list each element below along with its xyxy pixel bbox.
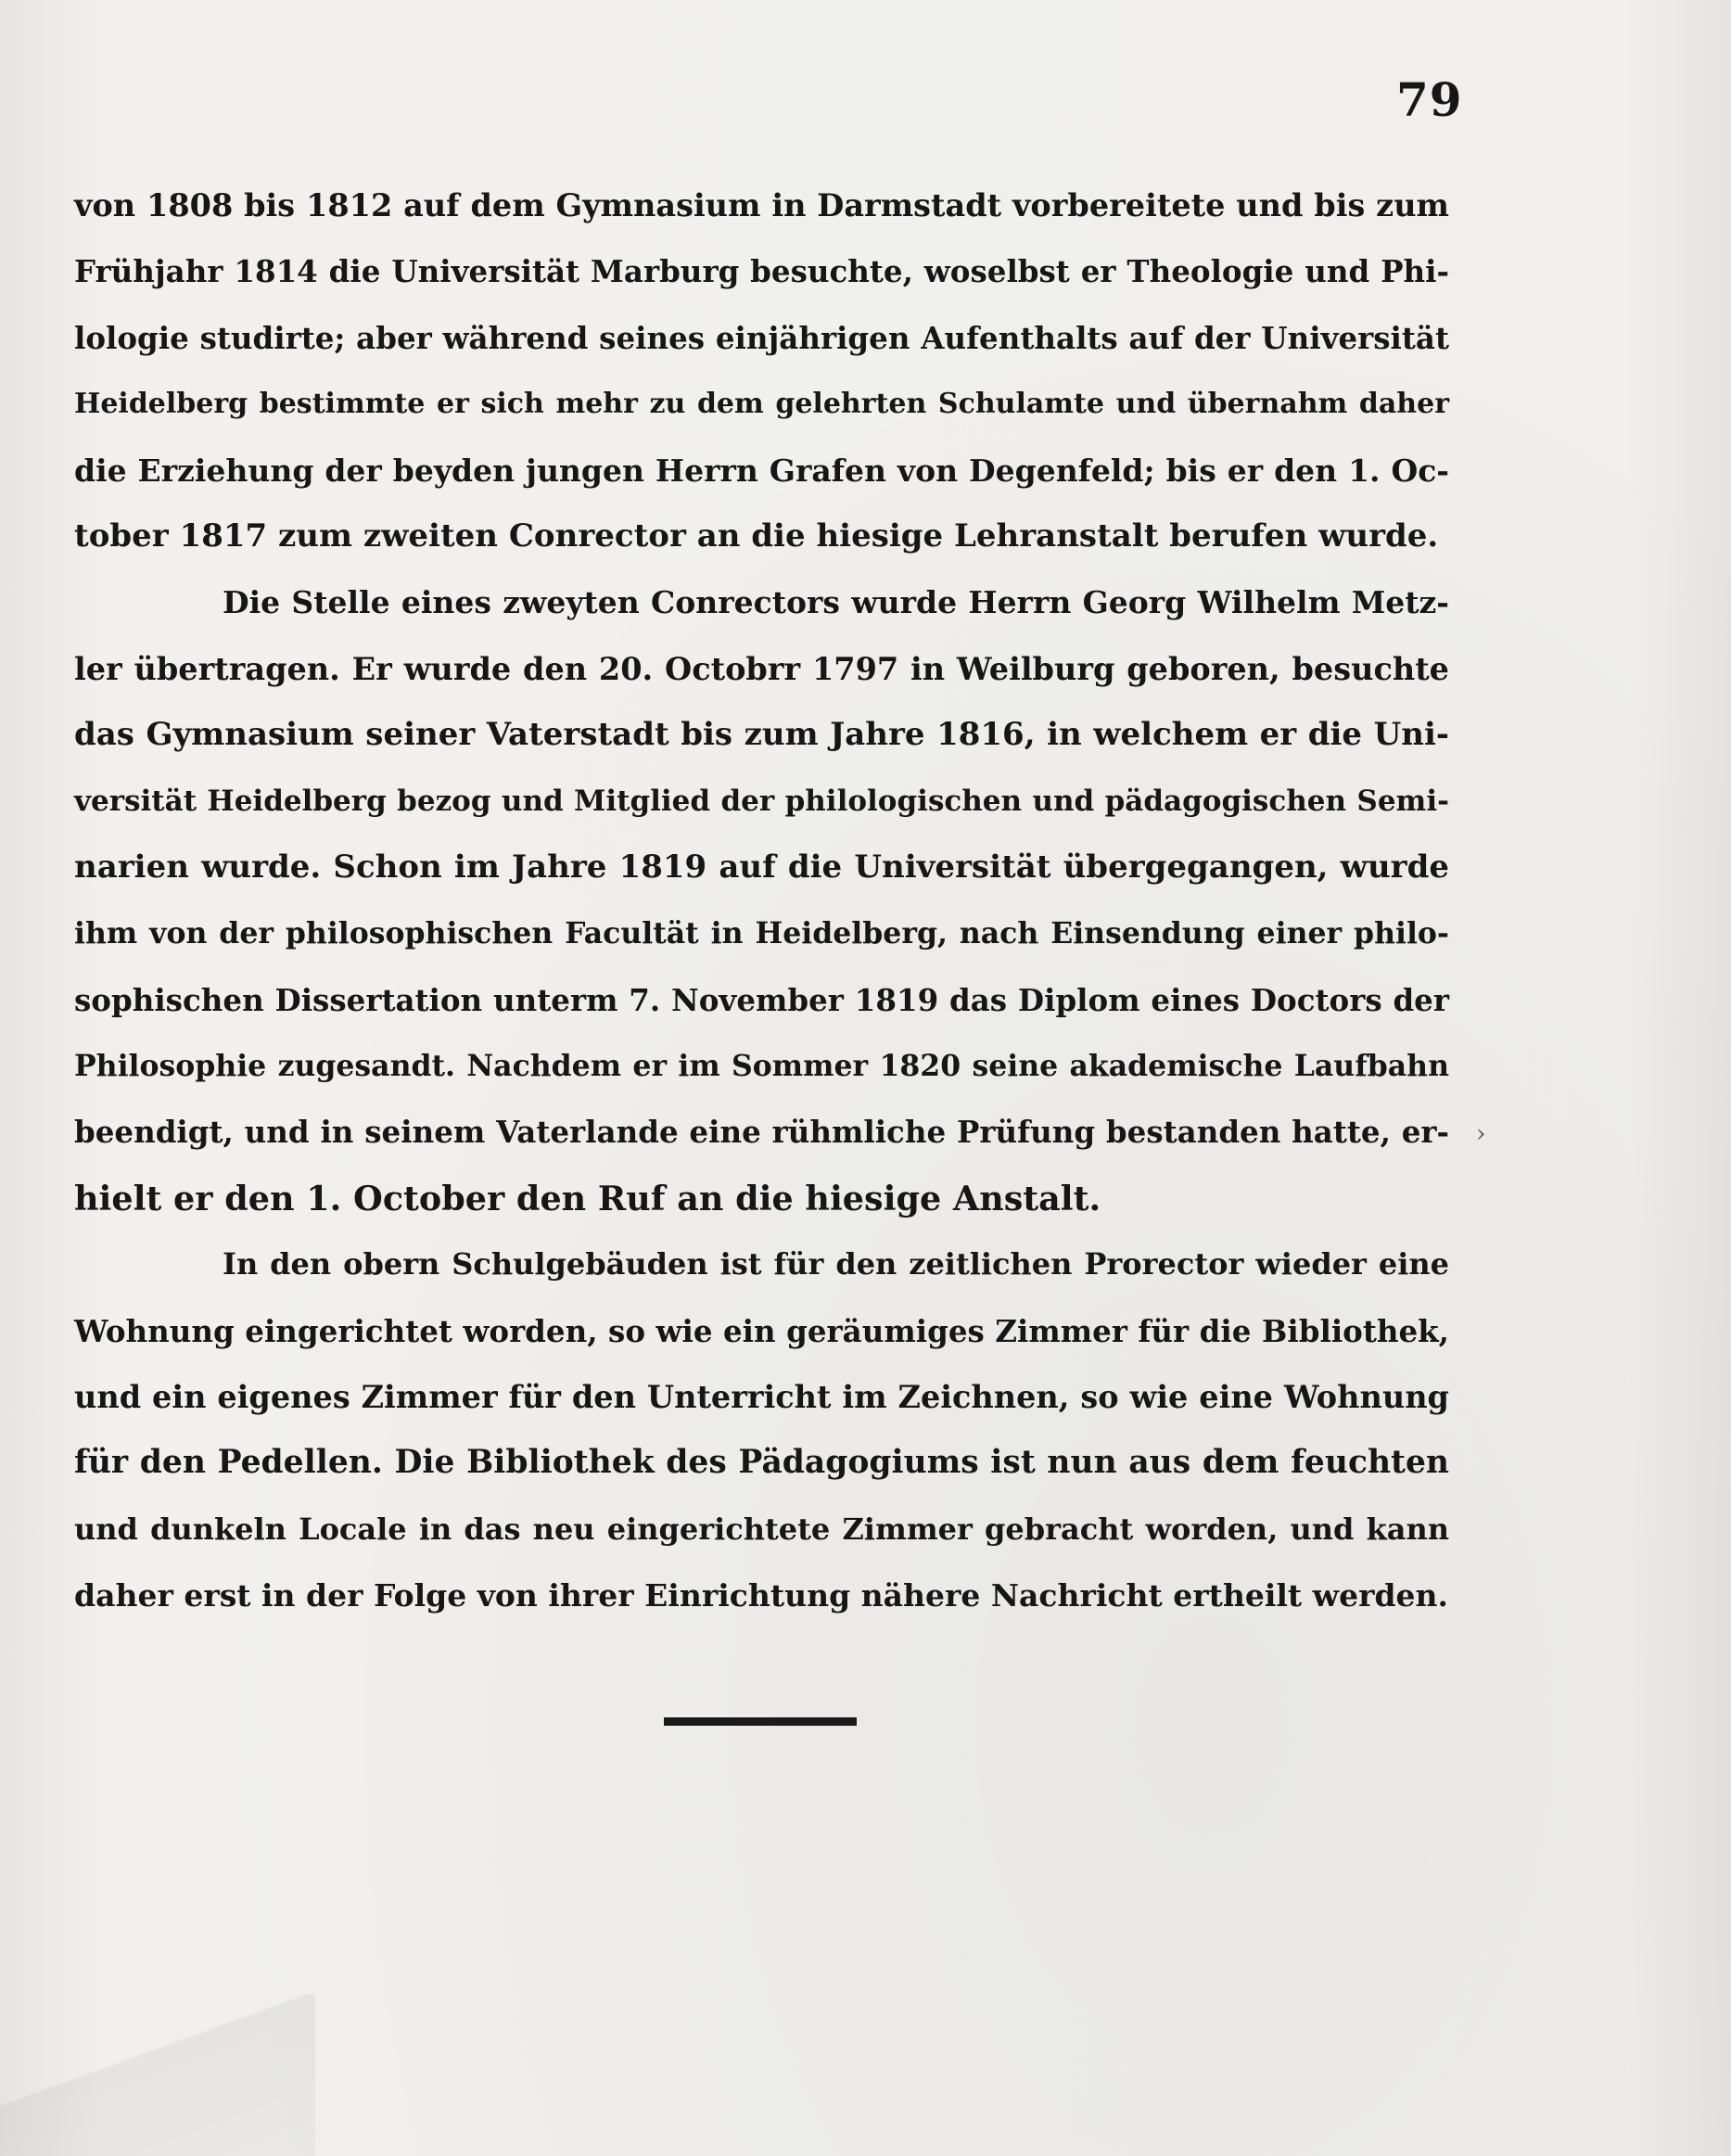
text-line: In den obern Schulgebäuden ist für den zeitlichen Prorector wieder eine [223,1246,1449,1282]
margin-mark: › [1476,1120,1486,1148]
text-line: Philosophie zugesandt. Nachdem er im Sommer 1820 seine akademische Laufbahn [74,1049,1449,1084]
text-line: daher erst in der Folge von ihrer Einrichtung nähere Nachricht ertheilt werden. [74,1577,1449,1614]
text-line: lologie studirte; aber während seines einjährigen Aufenthalts auf der Universität [74,319,1449,356]
text-line: ihm von der philosophischen Facultät in Heidelberg, nach Einsendung einer philo- [74,916,1449,951]
text-line: Frühjahr 1814 die Universität Marburg besuchte, woselbst er Theologie und Phi- [74,253,1449,290]
text-line: für den Pedellen. Die Bibliothek des Pädagogiums ist nun aus dem feuchten [74,1444,1449,1482]
text-line: hielt er den 1. October den Ruf an die hiesige Anstalt. [74,1178,1101,1218]
text-line: die Erziehung der beyden jungen Herrn Grafen von Degenfeld; bis er den 1. Oc- [74,452,1449,489]
body-text [74,172,1449,1629]
text-line: das Gymnasium seiner Vaterstadt bis zum Jahre 1816, in welchem er die Uni- [74,716,1449,754]
text-line: und dunkeln Locale in das neu eingerichtete Zimmer gebracht worden, und kann [74,1511,1449,1547]
text-line: von 1808 bis 1812 auf dem Gymnasium in Darmstadt vorbereitete und bis zum [74,187,1449,223]
text-line: Wohnung eingerichtet worden, so wie ein geräumiges Zimmer für die Bibliothek, [74,1312,1449,1349]
text-line: Die Stelle eines zweyten Conrectors wurde Herrn Georg Wilhelm Metz- [223,584,1449,621]
text-line: Heidelberg bestimmte er sich mehr zu dem gelehrten Schulamte und übernahm daher [74,388,1449,421]
paragraph-2 [74,569,1449,1231]
paragraph-3 [74,1231,1449,1628]
paragraph-1 [74,172,1449,569]
text-line: versität Heidelberg bezog und Mitglied der philologischen und pädagogischen Semi- [74,784,1449,818]
text-line: narien wurde. Schon im Jahre 1819 auf die Universität übergegangen, wurde [74,848,1449,886]
text-line: und ein eigenes Zimmer für den Unterricht im Zeichnen, so wie eine Wohnung [74,1379,1449,1416]
closing-rule [664,1717,857,1726]
text-line: beendigt, und in seinem Vaterlande eine rühmliche Prüfung bestanden hatte, er- [74,1114,1449,1151]
paper-crease [0,1994,315,2156]
text-line: sophischen Dissertation unterm 7. November 1819 das Diplom eines Doctors der [74,981,1449,1018]
page-number: 79 [1396,72,1463,127]
text-line: tober 1817 zum zweiten Conrector an die hiesige Lehranstalt berufen wurde. [74,517,1439,555]
text-line: ler übertragen. Er wurde den 20. Octobrr 1797 in Weilburg geboren, besuchte [74,650,1449,687]
